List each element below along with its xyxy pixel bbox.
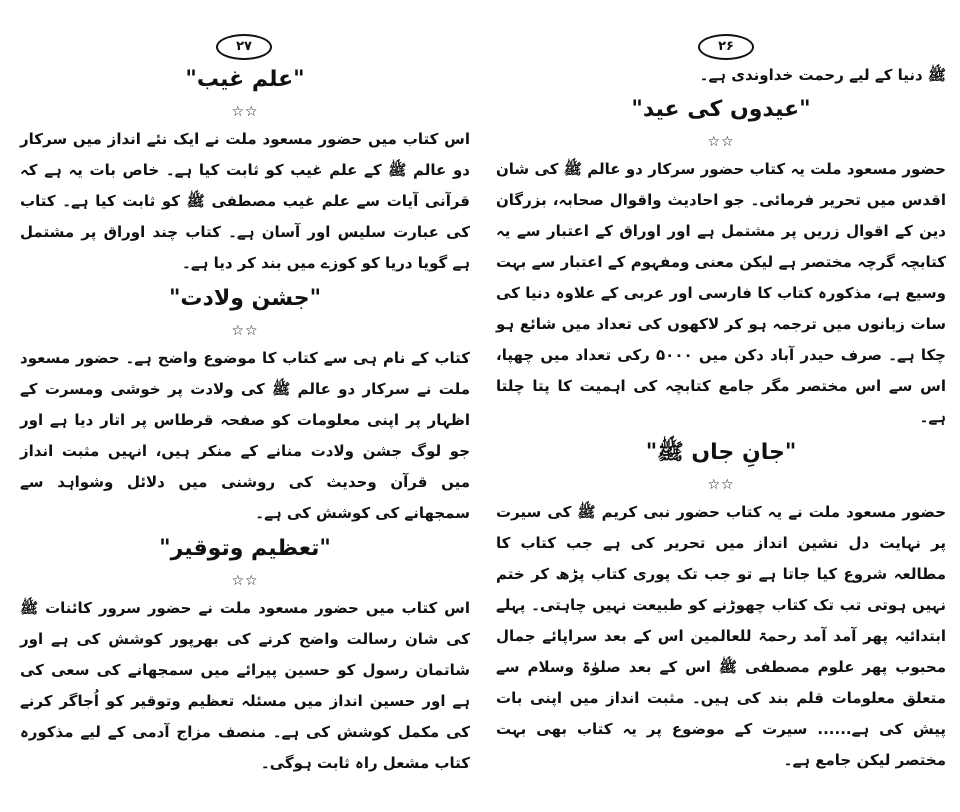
star-divider: ☆☆ bbox=[707, 134, 735, 150]
section-paragraph: اس کتاب میں حضور مسعود ملت نے ایک نئے انداز میں سرکار دو عالم ﷺ کے علم غیب کو ثابت کیا ہے۔ خاص بات یہ ہے کہ قرآنی آیات سے علم غیب مصطفی ﷺ کو ثابت کیا ہے۔ کتاب کی عبارت سلیس اور آسان ہے۔ کتاب چند اوراق پر مشتمل ہے گویا دریا کو کوزے میں بند کر دیا ہے۔ bbox=[20, 130, 470, 272]
star-divider: ☆☆ bbox=[231, 104, 259, 120]
page-gutter bbox=[480, 0, 481, 812]
page-number: ۲۷ bbox=[216, 34, 272, 60]
left-page bbox=[12, 0, 478, 812]
star-divider: ☆☆ bbox=[231, 323, 259, 339]
page-number: ۲۶ bbox=[698, 34, 754, 60]
section-heading-ilm-e-ghaib: "علم غیب" bbox=[185, 67, 305, 92]
section-heading-eidon-ki-eid: "عیدوں کی عید" bbox=[631, 97, 811, 122]
left-page-column bbox=[20, 60, 470, 779]
section-paragraph: حضور مسعود ملت نے یہ کتاب حضور نبی کریم ﷺ کی سیرت پر نہایت دل نشین انداز میں تحریر کی ہے جب کتاب کا مطالعہ شروع کیا جاتا ہے تو جب تک پوری کتاب پڑھ کر ختم نہیں ہوتی تب تک کتاب چھوڑنے کو طبیعت نہیں چاہتی۔ پہلے ابتدائیہ پھر آمد آمد رحمۃ للعالمین اس کے بعد سراپائے جمال محبوب پھر علوم مصطفی ﷺ اس کے بعد صلوٰۃ وسلام سے متعلق معلومات قلم بند کی ہیں۔ مثبت انداز میں اپنی بات پیش کی ہے...... سیرت کے موضوع پر یہ کتاب بھی بہت مختصر لیکن جامع ہے۔ bbox=[496, 503, 946, 769]
section-paragraph: حضور مسعود ملت یہ کتاب حضور سرکار دو عالم ﷺ کی شان اقدس میں تحریر فرمائی۔ جو احادیث واقوال صحابہ، بزرگان دین کے اقوال زریں پر مشتمل ہے اور اوراق کے اعتبار سے یہ کتابچہ گرچہ مختصر ہے لیکن معنی ومفہوم کے اعتبار سے بہت وسیع ہے، مذکورہ کتاب کا فارسی اور عربی کے علاوہ دنیا کی سات زبانوں میں ترجمہ ہو کر لاکھوں کی تعداد میں شائع ہو چکا ہے۔ صرف حیدر آباد دکن میں ۵۰۰۰ رکی تعداد میں چھپا، اس سے اس مختصر مگر جامع کتابچہ کی اہمیت کا پتا چلتا ہے۔ bbox=[496, 160, 946, 426]
section-paragraph: اس کتاب میں حضور مسعود ملت نے حضور سرور کائنات ﷺ کی شان رسالت واضح کرنے کی بھرپور کوشش کی ہے اور شاتمان رسول کو حسین پیرائے میں سمجھانے کی سعی کی ہے اور حسین انداز میں مسئلہ تعظیم وتوقیر کو اُجاگر کرنے کی مکمل کوشش کی ہے۔ منصف مزاج آدمی کے لیے مذکورہ کتاب مشعل راہ ثابت ہوگی۔ bbox=[20, 599, 470, 772]
section-paragraph: کتاب کے نام ہی سے کتاب کا موضوع واضح ہے۔ حضور مسعود ملت نے سرکار دو عالم ﷺ کی ولادت پر خوشی ومسرت کے اظہار پر اپنی معلومات کو صفحہ قرطاس پر اتار دیا ہے اور جو لوگ جشن ولادت منانے کے منکر ہیں، انہیں مثبت انداز میں قرآن وحدیث کی روشنی میں دلائل وشواہد سے سمجھانے کی کوشش کی ہے۔ bbox=[20, 349, 470, 522]
continuation-line: ﷺ دنیا کے لیے رحمت خداوندی ہے۔ bbox=[699, 66, 946, 84]
star-divider: ☆☆ bbox=[707, 477, 735, 493]
right-page bbox=[488, 0, 954, 812]
section-heading-jashn-e-wiladat: "جشن ولادت" bbox=[168, 286, 322, 311]
star-divider: ☆☆ bbox=[231, 573, 259, 589]
section-heading-jan-e-jan: "جانِ جاں ﷺ" bbox=[645, 440, 797, 465]
right-page-column bbox=[496, 60, 946, 776]
section-heading-tazeem-o-tauqeer: "تعظیم وتوقیر" bbox=[159, 536, 331, 561]
